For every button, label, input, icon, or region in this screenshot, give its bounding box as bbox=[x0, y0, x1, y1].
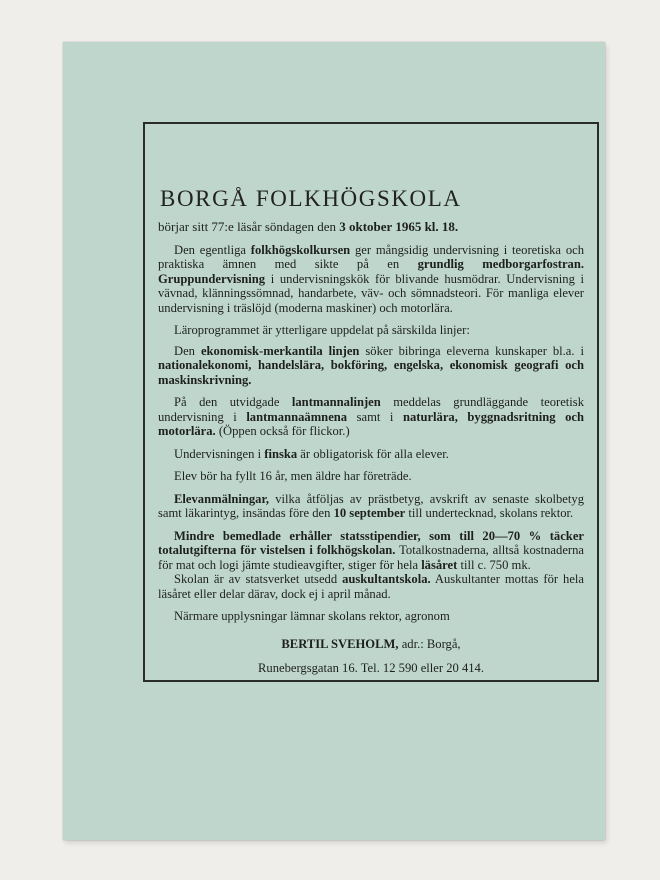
paragraph-contact: Närmare upplysningar lämnar skolans rektor, agronom bbox=[174, 609, 450, 623]
paragraph-general-course: Den egentliga folkhögskolkursen ger mångsidig undervisning i teoretiska och praktiska ämnen med sikte på en grundlig medborgarfostran. Gruppundervisning i undervisningskök för blivande husmödrar. Undervisning i vävnad, klänningssömnad, handarbete, väv- och sömnadsteori. För manliga elever undervisning i träslöjd (moderna maskiner) och motorlära. bbox=[158, 242, 585, 315]
term-start-line: börjar sitt 77:e läsår söndagen den 3 oktober 1965 kl. 18. bbox=[158, 219, 459, 234]
rector-address: Runebergsgatan 16. Tel. 12 590 eller 20 414. bbox=[258, 661, 484, 675]
rector-name: BERTIL SVEHOLM, adr.: Borgå, bbox=[281, 636, 461, 651]
paragraph-stipends: Mindre bemedlade erhåller statsstipendier, som till 20—70 % täcker totalutgifterna för vistelsen i folkhögskolan. Totalkostnaderna, alltså kostnaderna för mat och logi jämte studieavgifter, stiger för hela läsåret till c. 750 mk. bbox=[158, 528, 584, 572]
paragraph-age-requirement: Elev bör ha fyllt 16 år, men äldre har företräde. bbox=[174, 469, 412, 483]
school-title: BORGÅ FOLKHÖGSKOLA bbox=[160, 186, 462, 211]
paragraph-auscultant: Skolan är av statsverket utsedd auskultantskola. Auskultanter mottas för hela läsåret eller delar därav, dock ej i april månad. bbox=[158, 572, 584, 601]
notice-frame bbox=[143, 122, 599, 682]
paragraph-agricultural-line: På den utvidgade lantmannalinjen meddelas grundläggande teoretisk undervisning i lantmannaämnena samt i naturlära, byggnadsritning och motorlära. (Öppen också för flickor.) bbox=[158, 395, 584, 438]
paragraph-economic-line: Den ekonomisk-merkantila linjen söker bibringa eleverna kunskaper bl.a. i nationalekonomi, handelslära, bokföring, engelska, ekonomisk geografi och maskinskrivning. bbox=[158, 343, 584, 387]
paragraph-applications: Elevanmälningar, vilka åtföljas av prästbetyg, avskrift av senaste skolbetyg samt läkarintyg, insändas före den 10 september till undertecknad, skolans rektor. bbox=[158, 491, 584, 520]
paragraph-programme-lines: Läroprogrammet är ytterligare uppdelat på särskilda linjer: bbox=[174, 323, 470, 337]
notice-content bbox=[158, 130, 584, 680]
pamphlet-back-cover bbox=[63, 42, 605, 840]
paragraph-finnish: Undervisningen i finska är obligatorisk för alla elever. bbox=[174, 446, 449, 461]
